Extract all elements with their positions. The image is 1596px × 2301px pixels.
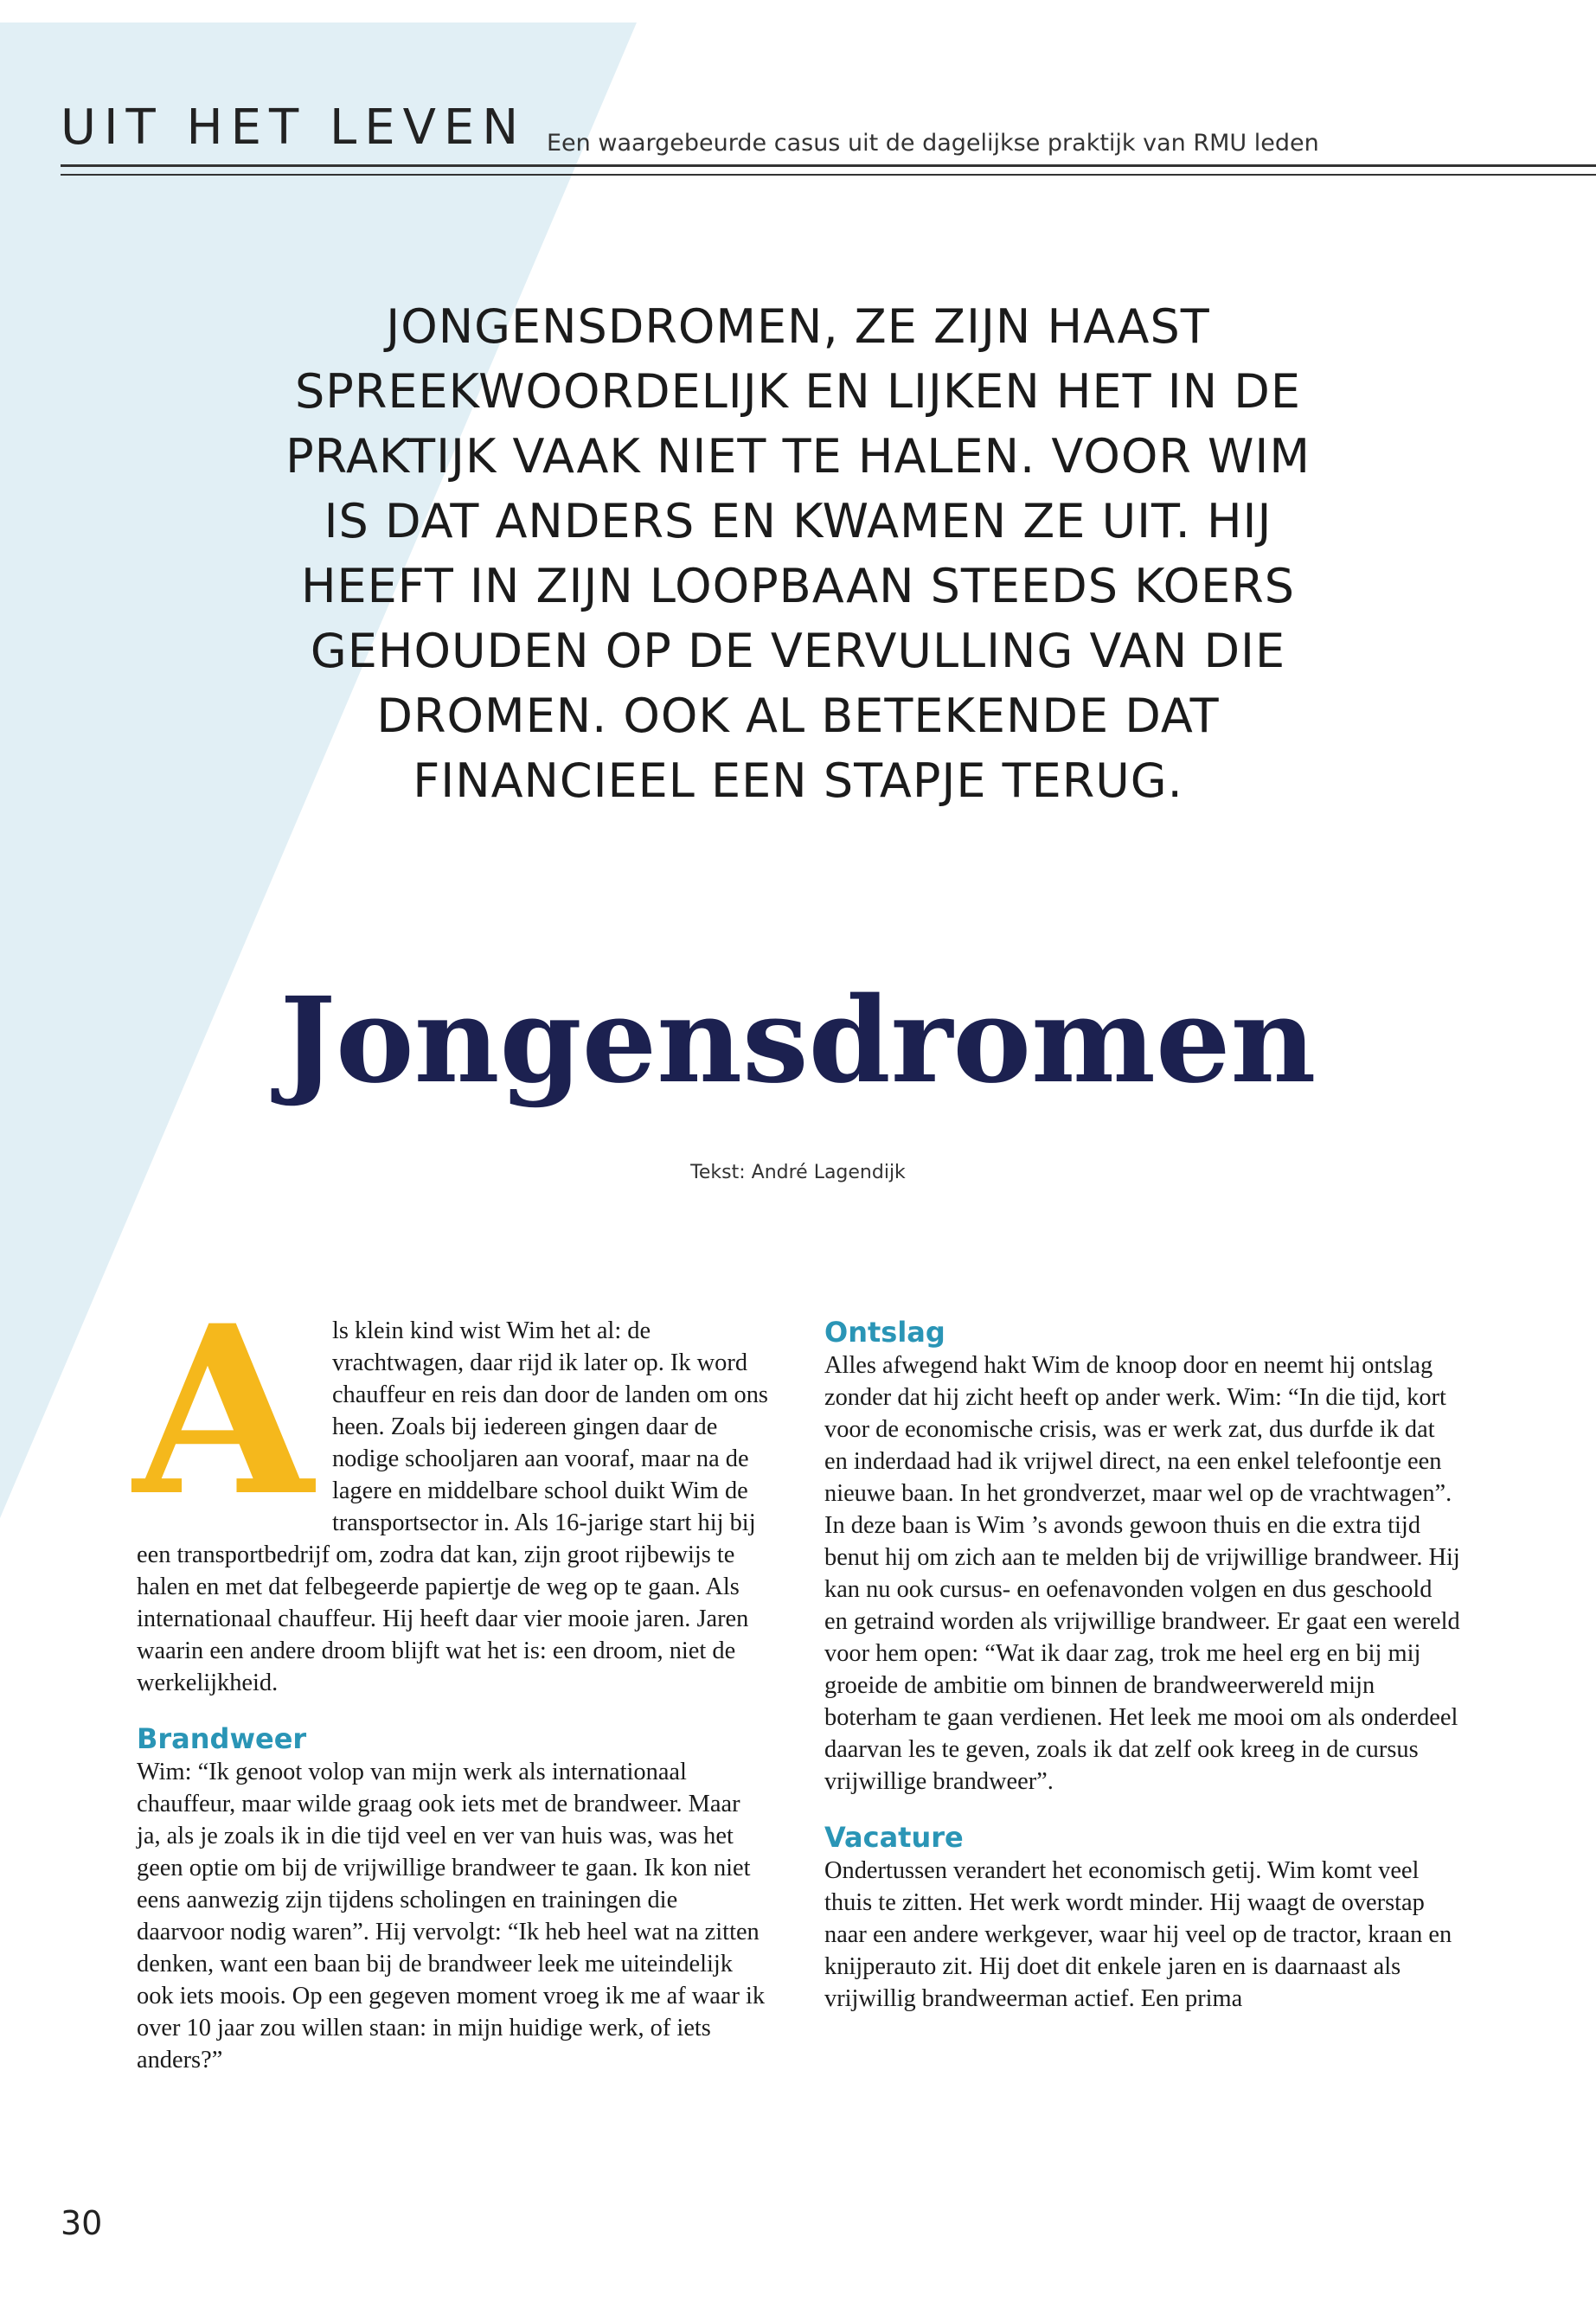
paragraph-ontslag: Alles afwegend hakt Wim de knoop door en neemt hij ontslag zonder dat hij zicht heeft op ander werk. Wim: “In die tijd, kort voor de economische crisis, was er werk zat, dus durfde ik dat en inderdaad had ik vrijwel direct, na een enkel telefoontje een nieuwe baan. In het grondverzet, maar wel op de vrachtwagen”. In deze baan is Wim ’s avonds gewoon thuis en die extra tijd benut hij om zich aan te melden bij de vrijwillige brandweer. Hij kan nu ook cursus- en oefenavonden volgen en dus geschoold en getraind worden als vrijwillige brandweer. Er gaat een wereld voor hem open: “Wat ik daar zag, trok me heel erg en bij mij groeide de ambitie om binnen de brandweerwereld mijn boterham te gaan verdienen. Het leek me mooi om als onderdeel daarvan les te geven, zoals ik dat zelf ook kreeg in de cursus vrijwillige brandweer”. — [824, 1352, 1460, 1795]
heading-vacature: Vacature — [824, 1821, 964, 1854]
section-label: UIT HET LEVEN — [61, 99, 527, 156]
heading-brandweer: Brandweer — [137, 1722, 307, 1755]
article-column-left — [133, 1275, 768, 2076]
header-rule-top — [61, 164, 1596, 167]
paragraph-intro-text: ls klein kind wist Wim het al: de vrachtwagen, daar rijd ik later op. Ik word chauffeur en reis dan door de landen om ons heen. Zoals bij iedereen gingen daar de nodige schooljaren aan vooraf, maar na de lagere en middelbare school duikt Wim de transportsector in. Als 16-jarige start hij bij een transportbedrijf om, zodra dat kan, zijn groot rijbewijs te halen en met dat felbegeerde papiertje de weg op te gaan. Als internationaal chauffeur. Hij heeft daar vier mooie jaren. Jaren waarin een andere droom blijft wat het is: een droom, niet de werkelijkheid. — [137, 1317, 768, 1696]
paragraph-vacature: Ondertussen verandert het economisch getij. Wim komt veel thuis te zitten. Het werk wordt minder. Hij waagt de overstap naar een andere werkgever, waar hij veel op de tractor, kraan en knijperauto zit. Hij doet dit enkele jaren en is daarnaast als vrijwillig brandweerman actief. Een prima — [824, 1857, 1452, 2012]
heading-ontslag: Ontslag — [824, 1316, 945, 1349]
article-column-right — [824, 1315, 1460, 2015]
header-rule-bottom — [61, 174, 1596, 176]
paragraph-brandweer: Wim: “Ik genoot volop van mijn werk als internationaal chauffeur, maar wilde graag ook iets met de brandweer. Maar ja, als je zoals ik in die tijd veel en ver van huis was, was het geen optie om bij de vrijwillige brandweer te gaan. Ik kon niet eens aanwezig zijn tijdens scholingen en trainingen die daarvoor nodig waren”. Hij vervolgt: “Ik heb heel wat na zitten denken, want een baan bij de brandweer leek me uiteindelijk ook iets moois. Op een gegeven moment vroeg ik me af waar ik over 10 jaar zou willen staan: in mijn huidige werk, of iets anders?” — [137, 1759, 766, 2073]
paragraph-intro — [133, 1275, 768, 1699]
page-number: 30 — [61, 2204, 103, 2242]
drop-cap: A — [133, 1275, 313, 1548]
byline: Tekst: André Lagendijk — [690, 1162, 906, 1183]
article-title: Jongensdromen — [279, 971, 1317, 1110]
intro-lead: JONGENSDROMEN, ZE ZIJN HAAST SPREEKWOORDELIJK EN LIJKEN HET IN DE PRAKTIJK VAAK NIET TE HALEN. VOOR WIM IS DAT ANDERS EN KWAMEN ZE UIT. HIJ HEEFT IN ZIJN LOOPBAAN STEEDS KOERS GEHOUDEN OP DE VERVULLING VAN DIE DROMEN. OOK AL BETEKENDE DAT FINANCIEEL EEN STAPJE TERUG. — [285, 299, 1311, 808]
section-subtitle: Een waargebeurde casus uit de dagelijkse praktijk van RMU leden — [547, 130, 1319, 157]
